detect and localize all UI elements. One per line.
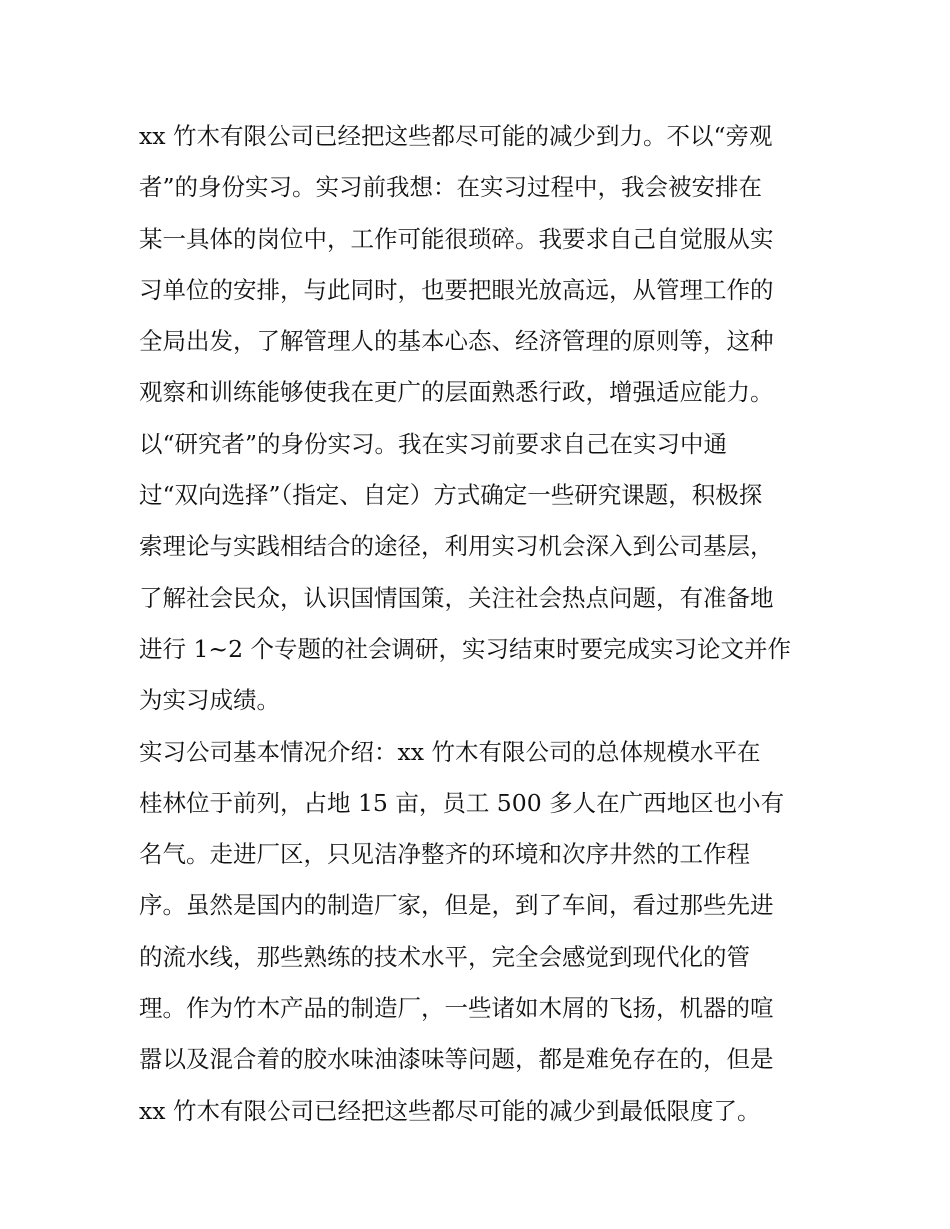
text-line: 全局出发，了解管理人的基本心态、经济管理的原则等，这种 bbox=[139, 327, 774, 356]
text-line: xx 竹木有限公司已经把这些都尽可能的减少到最低限度了。 bbox=[139, 1096, 761, 1125]
text-line: 为实习成绩。 bbox=[139, 686, 280, 715]
text-line: 习单位的安排，与此同时，也要把眼光放高远，从管理工作的 bbox=[139, 275, 774, 304]
text-line: 以“研究者”的身份实习。我在实习前要求自己在实习中通 bbox=[139, 429, 728, 458]
text-line: xx 竹木有限公司已经把这些都尽可能的减少到力。不以“旁观 bbox=[139, 122, 773, 150]
text-line: 名气。走进厂区，只见洁净整齐的环境和次序井然的工作程 bbox=[139, 840, 750, 869]
text-line: 了解社会民众，认识国情国策，关注社会热点问题，有准备地 bbox=[139, 583, 774, 612]
text-line: 桂林位于前列，占地 15 亩，员工 500 多人在广西地区也小有 bbox=[139, 788, 785, 817]
text-line: 某一具体的岗位中，工作可能很琐碎。我要求自己自觉服从实 bbox=[139, 224, 774, 253]
body-text bbox=[139, 111, 819, 1137]
text-line: 序。虽然是国内的制造厂家，但是，到了车间，看过那些先进 bbox=[139, 891, 774, 920]
text-line: 的流水线，那些熟练的技术水平，完全会感觉到现代化的管 bbox=[139, 942, 750, 971]
text-line: 理。作为竹木产品的制造厂，一些诸如木屑的飞扬，机器的喧 bbox=[139, 994, 774, 1023]
text-line: 者”的身份实习。实习前我想：在实习过程中，我会被安排在 bbox=[139, 173, 763, 202]
text-line: 实习公司基本情况介绍：xx 竹木有限公司的总体规模水平在 bbox=[139, 737, 761, 766]
text-line: 索理论与实践相结合的途径，利用实习机会深入到公司基层， bbox=[139, 532, 774, 561]
text-line: 过“双向选择”（指定、自定）方式确定一些研究课题，积极探 bbox=[139, 481, 763, 510]
text-line: 观察和训练能够使我在更广的层面熟悉行政，增强适应能力。 bbox=[139, 378, 774, 407]
text-line: 进行 1~2 个专题的社会调研，实习结束时要完成实习论文并作 bbox=[139, 634, 792, 663]
text-line: 嚣以及混合着的胶水味油漆味等问题，都是难免存在的，但是 bbox=[139, 1045, 774, 1074]
